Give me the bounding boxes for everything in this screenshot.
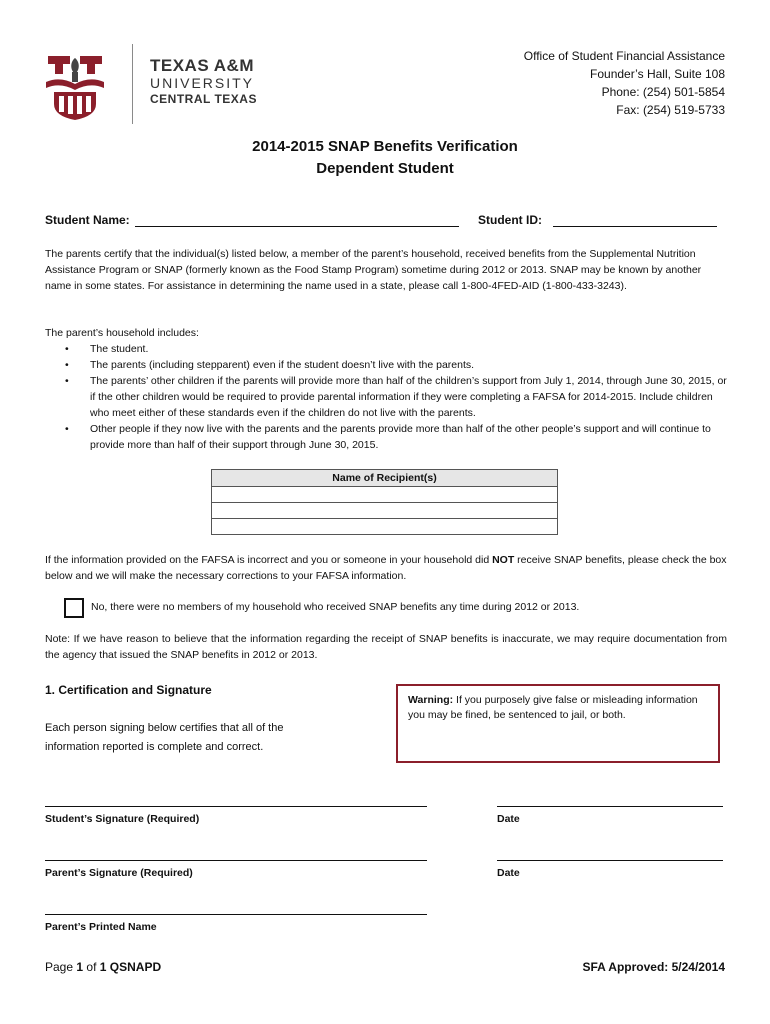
bullet-icon: •: [65, 375, 69, 387]
list-item: [45, 421, 727, 453]
table-row: [212, 519, 558, 535]
household-list: [45, 341, 727, 453]
page-indicator: [45, 960, 161, 974]
logo-text-texas-am: TEXAS A&M: [150, 56, 254, 75]
bullet-icon: •: [65, 423, 69, 435]
table-row: [212, 503, 558, 519]
page-total: 1: [99, 960, 107, 974]
list-item-text: The student.: [90, 343, 149, 355]
student-signature-field[interactable]: [45, 806, 427, 807]
student-date-label: Date: [497, 813, 520, 825]
logo-text-university: UNIVERSITY: [150, 75, 255, 91]
page-word: Page: [45, 960, 74, 974]
student-signature-label: Student’s Signature (Required): [45, 813, 200, 825]
student-name-field[interactable]: [135, 226, 459, 227]
correction-emphasis: NOT: [492, 554, 515, 566]
note-paragraph: Note: If we have reason to believe that the information regarding the receipt of SNAP benefits is inaccurate, we may require documentation from the agency that issued the SNAP benefits in 2012 or 2013.: [45, 633, 727, 661]
seal-icon: [44, 52, 106, 122]
document-title: [0, 136, 770, 180]
office-fax: Fax: (254) 519-5733: [616, 103, 725, 117]
office-phone: Phone: (254) 501-5854: [601, 85, 725, 99]
title-line-1: 2014-2015 SNAP Benefits Verification: [252, 138, 518, 155]
parent-printed-name-label: Parent’s Printed Name: [45, 921, 157, 933]
list-item: [45, 357, 727, 373]
recipient-name-cell[interactable]: [212, 519, 558, 535]
list-item: [45, 341, 727, 357]
approval-stamp: SFA Approved: 5/24/2014: [582, 960, 725, 974]
correction-text-part2: receive SNAP benefits, please check the box below and we will make the necessary corrections to your FAFSA information.: [45, 554, 727, 582]
of-word: of: [86, 960, 97, 974]
parent-signature-field[interactable]: [45, 860, 427, 861]
parent-date-field[interactable]: [497, 860, 723, 861]
office-address: Founder’s Hall, Suite 108: [590, 67, 725, 81]
student-id-field[interactable]: [553, 226, 717, 227]
correction-paragraph: [45, 552, 727, 584]
no-snap-checkbox-label: No, there were no members of my household who received SNAP benefits any time during 2012 or 2013.: [91, 601, 580, 613]
logo-text-central-texas: CENTRAL TEXAS: [150, 92, 257, 106]
form-code: QSNAPD: [109, 960, 162, 974]
no-snap-checkbox[interactable]: [64, 598, 84, 618]
recipients-table: [211, 469, 558, 535]
logo-divider: [132, 44, 133, 124]
warning-box: [396, 684, 720, 763]
title-line-2: Dependent Student: [316, 160, 454, 177]
household-intro: The parent’s household includes:: [45, 327, 199, 339]
student-id-label: Student ID:: [478, 213, 542, 227]
recipients-column-header: Name of Recipient(s): [212, 470, 558, 487]
parent-printed-name-field[interactable]: [45, 914, 427, 915]
student-date-field[interactable]: [497, 806, 723, 807]
list-item-text: The parents’ other children if the parents will provide more than half of the children’s support from July 1, 2014, through June 30, 2015, or if the other children would be required to provide parental information if they were completing a FAFSA for 2014-2015. Include children who meet either of these standards even if the children do not live with the parents.: [90, 375, 727, 419]
bullet-icon: •: [65, 343, 69, 355]
parent-signature-label: Parent’s Signature (Required): [45, 867, 193, 879]
office-address-block: [524, 47, 725, 119]
table-header-row: [212, 470, 558, 487]
certification-heading: 1. Certification and Signature: [45, 683, 212, 697]
list-item-text: Other people if they now live with the parents and the parents provide more than half of the other people’s support and will continue to provide more than half of their support through June 30, 2015.: [90, 423, 711, 451]
recipient-name-cell[interactable]: [212, 487, 558, 503]
student-name-label: Student Name:: [45, 213, 130, 227]
parent-date-label: Date: [497, 867, 520, 879]
list-item: [45, 373, 727, 421]
bullet-icon: •: [65, 359, 69, 371]
warning-text: If you purposely give false or misleading information you may be fined, be sentenced to jail, or both.: [408, 694, 698, 721]
recipient-name-cell[interactable]: [212, 503, 558, 519]
table-row: [212, 487, 558, 503]
office-name: Office of Student Financial Assistance: [523, 49, 725, 63]
warning-label: Warning:: [408, 694, 454, 706]
certification-text: Each person signing below certifies that all of the information reported is complete and correct.: [45, 722, 284, 753]
correction-text-part1: If the information provided on the FAFSA is incorrect and you or someone in your household did: [45, 554, 493, 566]
page-number: 1: [76, 960, 84, 974]
list-item-text: The parents (including stepparent) even if the student doesn’t live with the parents.: [90, 359, 475, 371]
intro-paragraph: The parents certify that the individual(s) listed below, a member of the parent’s household, received benefits from the Supplemental Nutrition Assistance Program or SNAP (formerly known as the Food Stamp Program) sometime during 2012 or 2013. SNAP may be known by another name in some states. For assistance in determining the name used in a state, please call 1-800-4FED-AID (1-800-433-3243).: [45, 248, 702, 292]
university-logo: [44, 52, 106, 122]
